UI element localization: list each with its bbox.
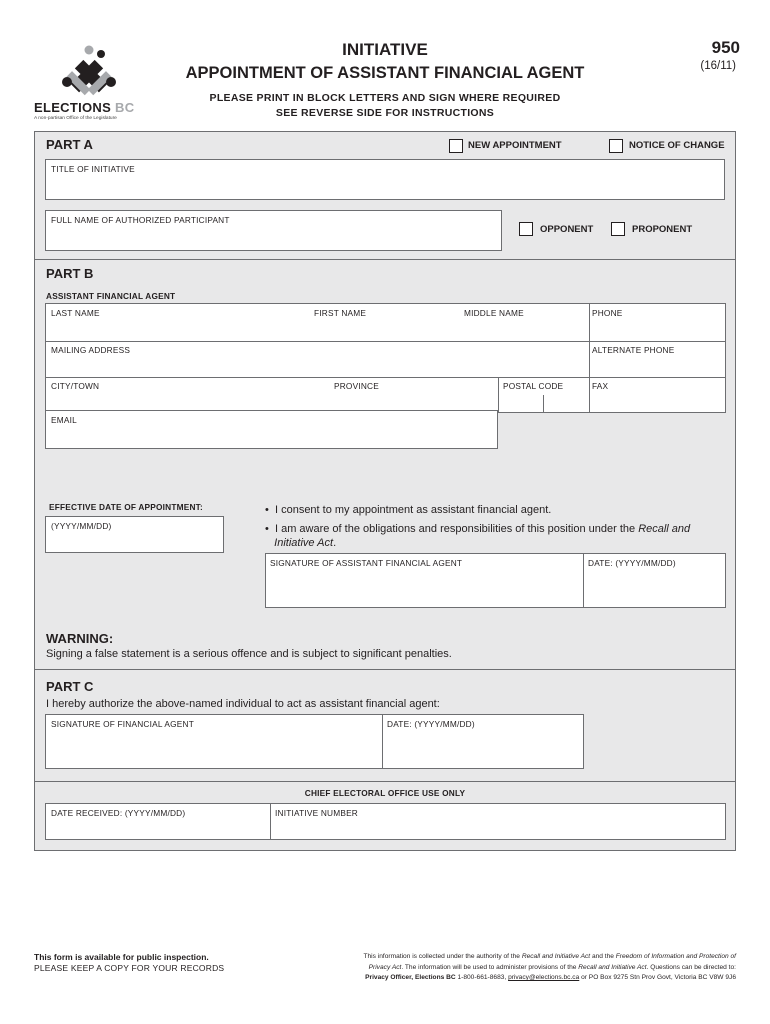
new-appointment-checkbox[interactable] — [449, 139, 463, 153]
form-number: 950 — [711, 38, 740, 57]
part-c-section — [34, 669, 736, 782]
column-divider — [498, 377, 499, 413]
assistant-signature-date-label: DATE: (YYYY/MM/DD) — [588, 558, 676, 568]
proponent-checkbox[interactable] — [611, 222, 625, 236]
form-title-line2: APPOINTMENT OF ASSISTANT FINANCIAL AGENT — [185, 64, 585, 82]
mailing-address-label: MAILING ADDRESS — [51, 345, 131, 355]
logo-tagline: A non-partisan Office of the Legislature — [34, 116, 117, 121]
email-field[interactable] — [45, 410, 498, 449]
footer-public-inspection: This form is available for public inspection. — [34, 952, 209, 962]
instructions-line1: PLEASE PRINT IN BLOCK LETTERS AND SIGN WHERE REQUIRED — [209, 92, 561, 104]
financial-agent-signature-label: SIGNATURE OF FINANCIAL AGENT — [51, 719, 194, 729]
financial-agent-date-label: DATE: (YYYY/MM/DD) — [387, 719, 475, 729]
form-title-line1: INITIATIVE — [342, 40, 428, 59]
part-b-section — [34, 259, 736, 670]
authorization-statement: I hereby authorize the above-named individual to act as assistant financial agent: — [46, 698, 440, 710]
logo-wordmark: ELECTIONS BC — [34, 100, 135, 115]
middle-name-label: MIDDLE NAME — [464, 308, 524, 318]
notice-of-change-checkbox[interactable] — [609, 139, 623, 153]
notice-of-change-label: NOTICE OF CHANGE — [629, 140, 725, 151]
opponent-label: OPPONENT — [540, 224, 594, 235]
date-received-label: DATE RECEIVED: (YYYY/MM/DD) — [51, 808, 186, 818]
city-label: CITY/TOWN — [51, 381, 100, 391]
part-b-heading: PART B — [46, 266, 94, 281]
assistant-agent-signature-field[interactable] — [265, 553, 726, 608]
alternate-phone-label: ALTERNATE PHONE — [592, 345, 675, 355]
postal-code-label: POSTAL CODE — [503, 381, 564, 391]
effective-date-format: (YYYY/MM/DD) — [51, 521, 112, 531]
initiative-number-label: INITIATIVE NUMBER — [275, 808, 358, 818]
phone-label: PHONE — [592, 308, 623, 318]
office-use-section — [34, 781, 736, 851]
warning-text: Signing a false statement is a serious offence and is subject to significant penalties. — [46, 648, 452, 660]
agent-details-grid — [45, 303, 726, 413]
title-of-initiative-label: TITLE OF INITIATIVE — [51, 164, 135, 174]
effective-date-heading: EFFECTIVE DATE OF APPOINTMENT: — [49, 502, 203, 512]
proponent-label: PROPONENT — [632, 224, 693, 235]
footer-privacy-notice: This information is collected under the authority of the Recall and Initiative Act and the Freedom of Information and Protection of Privacy Act. The information will be used to administer provisions of the Recall and Initiative Act. Questions can be directed to: Privacy Officer, Elections BC 1-800-661-8683, privacy@elections.bc.ca or PO Box 9275 Stn Prov Govt, Victoria BC V8W 9J6 — [363, 953, 736, 981]
opponent-checkbox[interactable] — [519, 222, 533, 236]
row-divider — [46, 341, 725, 342]
email-label: EMAIL — [51, 415, 77, 425]
form-revision: (16/11) — [700, 60, 736, 72]
column-divider — [583, 554, 584, 608]
office-use-heading: CHIEF ELECTORAL OFFICE USE ONLY — [304, 788, 466, 798]
part-c-heading: PART C — [46, 679, 94, 694]
row-divider — [46, 377, 725, 378]
last-name-label: LAST NAME — [51, 308, 100, 318]
office-use-fields — [45, 803, 726, 840]
effective-date-field[interactable] — [45, 516, 224, 553]
column-divider — [270, 804, 271, 840]
authorized-participant-field[interactable] — [45, 210, 502, 251]
part-a-heading: PART A — [46, 137, 93, 152]
consent-statement-2: • I am aware of the obligations and responsibilities of this position under the Recall and Initiative Act. — [265, 523, 691, 549]
financial-agent-signature-field[interactable] — [45, 714, 584, 769]
consent-statement-1: • I consent to my appointment as assistant financial agent. — [265, 504, 552, 516]
assistant-signature-label: SIGNATURE OF ASSISTANT FINANCIAL AGENT — [270, 558, 463, 568]
assistant-agent-subheading: ASSISTANT FINANCIAL AGENT — [46, 291, 176, 301]
first-name-label: FIRST NAME — [314, 308, 367, 318]
postal-code-tick — [543, 395, 544, 413]
part-a-section — [34, 131, 736, 260]
footer-keep-copy: PLEASE KEEP A COPY FOR YOUR RECORDS — [34, 963, 225, 973]
full-name-label: FULL NAME OF AUTHORIZED PARTICIPANT — [51, 215, 230, 225]
column-divider — [382, 715, 383, 769]
privacy-email-link[interactable]: privacy@elections.bc.ca — [508, 974, 580, 981]
new-appointment-label: NEW APPOINTMENT — [468, 140, 562, 151]
column-divider — [589, 304, 590, 413]
warning-heading: WARNING: — [46, 631, 114, 646]
title-of-initiative-field[interactable] — [45, 159, 725, 200]
instructions-line2: SEE REVERSE SIDE FOR INSTRUCTIONS — [275, 107, 495, 119]
province-label: PROVINCE — [334, 381, 379, 391]
fax-label: FAX — [592, 381, 609, 391]
